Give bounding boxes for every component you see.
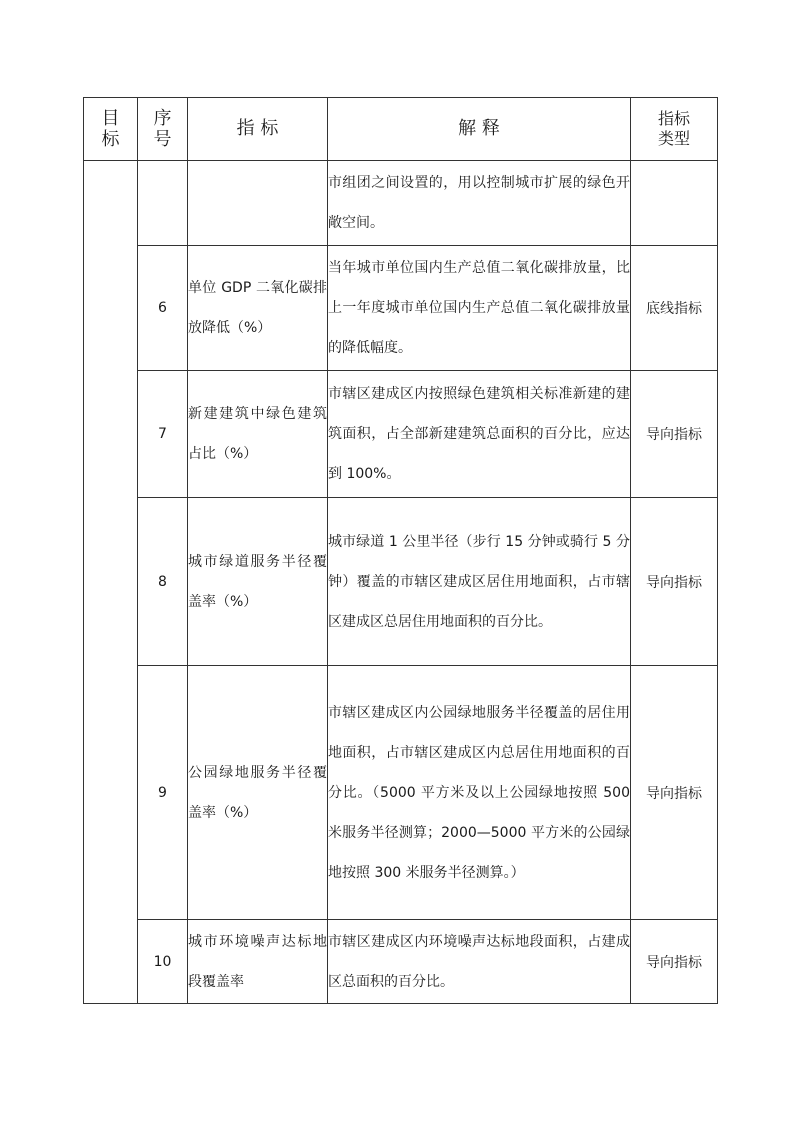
explanation-cell: 市辖区建成区内按照绿色建筑相关标准新建的建筑面积，占全部新建建筑总面积的百分比，应达到 100%。 (328, 371, 631, 498)
table-row (84, 920, 718, 1004)
indicator-type-cell (631, 161, 718, 246)
indicator-type-cell: 导向指标 (631, 498, 718, 666)
table-row (84, 371, 718, 498)
indicator-name-cell: 城市绿道服务半径覆盖率（%） (188, 498, 328, 666)
header-seq: 序号 (138, 98, 188, 161)
seq-cell: 6 (138, 246, 188, 371)
seq-cell: 8 (138, 498, 188, 666)
header-type: 指标 类型 (631, 98, 718, 161)
indicator-name-cell (188, 161, 328, 246)
seq-cell: 9 (138, 666, 188, 920)
explanation-cell: 市辖区建成区内环境噪声达标地段面积，占建成区总面积的百分比。 (328, 920, 631, 1004)
indicator-type-cell: 导向指标 (631, 920, 718, 1004)
indicator-type-cell: 导向指标 (631, 666, 718, 920)
table-row (84, 161, 718, 246)
indicator-name-cell: 新建建筑中绿色建筑占比（%） (188, 371, 328, 498)
table-row (84, 666, 718, 920)
indicator-name-cell: 单位 GDP 二氧化碳排放降低（%） (188, 246, 328, 371)
indicator-type-cell: 导向指标 (631, 371, 718, 498)
seq-cell (138, 161, 188, 246)
indicator-name-cell: 公园绿地服务半径覆盖率（%） (188, 666, 328, 920)
table-row (84, 246, 718, 371)
indicator-name-cell: 城市环境噪声达标地段覆盖率 (188, 920, 328, 1004)
table-header-row (84, 98, 718, 161)
explanation-cell: 城市绿道 1 公里半径（步行 15 分钟或骑行 5 分钟）覆盖的市辖区建成区居住用地面积，占市辖区建成区总居住用地面积的百分比。 (328, 498, 631, 666)
indicator-type-cell: 底线指标 (631, 246, 718, 371)
header-goal: 目标 (84, 98, 138, 161)
header-indicator: 指 标 (188, 98, 328, 161)
seq-cell: 10 (138, 920, 188, 1004)
indicator-table (83, 97, 718, 1004)
seq-cell: 7 (138, 371, 188, 498)
table-row (84, 498, 718, 666)
explanation-cell: 当年城市单位国内生产总值二氧化碳排放量，比上一年度城市单位国内生产总值二氧化碳排放量的降低幅度。 (328, 246, 631, 371)
header-explanation: 解 释 (328, 98, 631, 161)
goal-cell (84, 161, 138, 1004)
explanation-cell: 市组团之间设置的，用以控制城市扩展的绿色开敞空间。 (328, 161, 631, 246)
explanation-cell: 市辖区建成区内公园绿地服务半径覆盖的居住用地面积，占市辖区建成区内总居住用地面积的百分比。（5000 平方米及以上公园绿地按照 500 米服务半径测算；2000—5000 平方米的公园绿地按照 300 米服务半径测算。） (328, 666, 631, 920)
